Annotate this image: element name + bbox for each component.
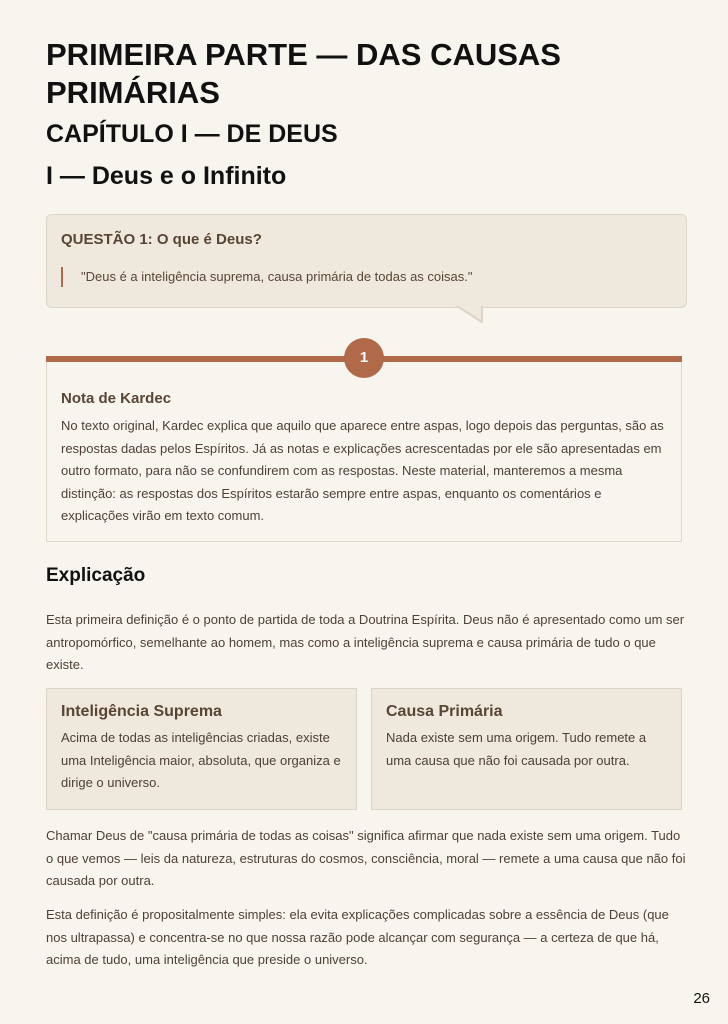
note-body: No texto original, Kardec explica que aquilo que aparece entre aspas, logo depois das perguntas, são as respostas dadas pelos Espíritos. Já as notas e explicações acrescentadas por ele são apresentadas em outro formato, para não se confundirem com as respostas. Neste material, manteremos a mesma distinção: as respostas dos Espíritos estarão sempre entre aspas, enquanto os comentários e explicações virão em texto comum. bbox=[61, 418, 664, 523]
explanation-heading: Explicação bbox=[46, 565, 146, 586]
card-title: Inteligência Suprema bbox=[61, 703, 222, 720]
speech-tail-fill bbox=[457, 305, 481, 320]
card-title: Causa Primária bbox=[386, 703, 503, 720]
card-body: Nada existe sem uma origem. Tudo remete a uma causa que não foi causada por outra. bbox=[386, 730, 647, 768]
explanation-paragraph-2: Chamar Deus de "causa primária de todas as coisas" significa afirmar que nada existe sem uma origem. Tudo o que vemos — leis da natureza, estruturas do cosmos, consciência, moral — remete a uma causa que não foi causada por outra. bbox=[46, 828, 686, 888]
note-title: Nota de Kardec bbox=[61, 390, 172, 407]
card-causa-primaria bbox=[371, 688, 682, 810]
section-title: I — Deus e o Infinito bbox=[46, 162, 287, 190]
part-title: PRIMEIRA PARTE — DAS CAUSAS PRIMÁRIAS bbox=[46, 37, 561, 110]
question-label: QUESTÃO 1: O que é Deus? bbox=[61, 231, 262, 248]
explanation-intro: Esta primeira definição é o ponto de partida de toda a Doutrina Espírita. Deus não é apresentado como um ser antropomórfico, semelhante ao homem, mas como a inteligência suprema e causa primária de tudo o que existe. bbox=[46, 612, 685, 672]
question-answer: "Deus é a inteligência suprema, causa primária de todas as coisas." bbox=[61, 267, 473, 287]
card-inteligencia-suprema bbox=[46, 688, 357, 810]
page-number: 26 bbox=[693, 990, 710, 1007]
kardec-note bbox=[46, 362, 682, 542]
note-number-badge: 1 bbox=[344, 338, 384, 378]
explanation-paragraph-3: Esta definição é propositalmente simples: ela evita explicações complicadas sobre a essência de Deus (que nos ultrapassa) e concentra-se no que nossa razão pode alcançar com segurança — a certeza de que há, acima de tudo, uma inteligência que preside o universo. bbox=[46, 907, 669, 967]
chapter-title: CAPÍTULO I — DE DEUS bbox=[46, 120, 338, 148]
question-box bbox=[46, 214, 687, 308]
card-body: Acima de todas as inteligências criadas, existe uma Inteligência maior, absoluta, que organiza e dirige o universo. bbox=[61, 730, 341, 790]
